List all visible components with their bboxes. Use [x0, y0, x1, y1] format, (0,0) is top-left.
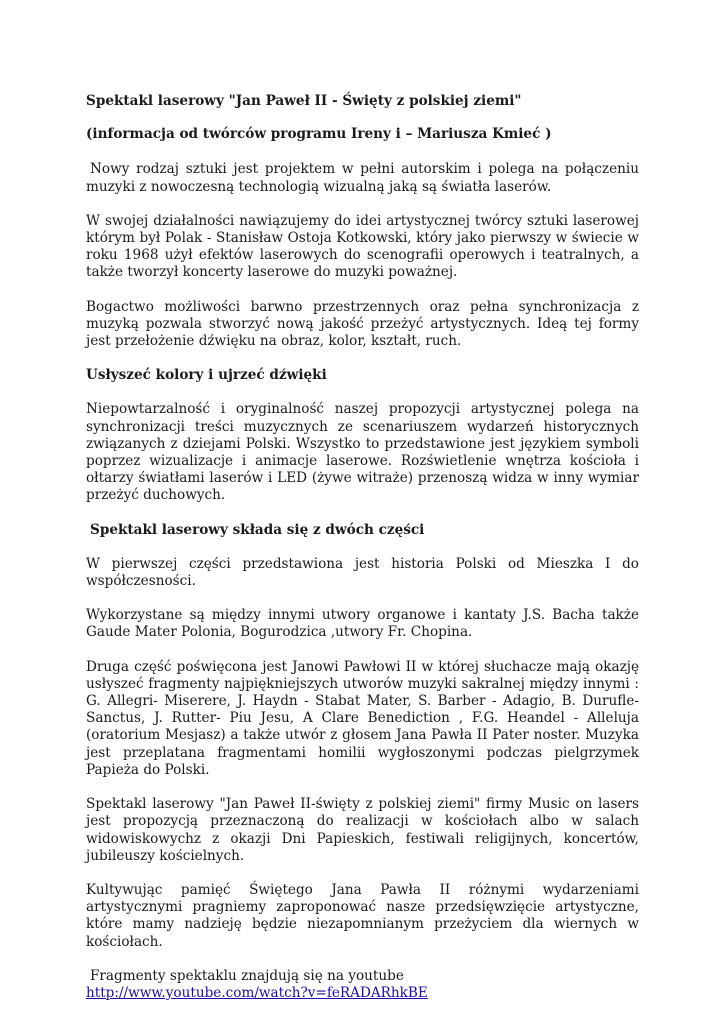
paragraph-offer: Spektakl laserowy "Jan Paweł II-święty z polskiej ziemi" firmy Music on lasers jest propozycją przeznaczoną do realizacji w kościołach albo w salach widowiskowychz z okazji Dni Papieskich, festiwali religijnych, koncertów, jubileuszy kościelnych.	[86, 796, 639, 864]
paragraph-history: W swojej działalności nawiązujemy do idei artystycznej twórcy sztuki laserowej którym był Polak - Stanisław Ostoja Kotkowski, który jako pierwszy w świecie w roku 1968 użył efektów laserowych do scenografii operowych i teatralnych, a także tworzył koncerty laserowe do muzyki poważnej.	[86, 212, 639, 281]
fragments-text: Fragmenty spektaklu znajdują się na youtube	[90, 967, 404, 984]
youtube-link[interactable]: http://www.youtube.com/watch?v=feRADARhkBE	[86, 984, 428, 1001]
paragraph-synchronization: Bogactwo możliwości barwno przestrzennych oraz pełna synchronizacja z muzyką pozwala stworzyć nową jakość przeżyć artystycznych. Ideą tej formy jest przełożenie dźwięku na obraz, kolor, kształt, ruch.	[86, 298, 639, 350]
paragraph-works: Wykorzystane są między innymi utwory organowe i kantaty J.S. Bacha także Gaude Mater Polonia, Bogurodzica ,utwory Fr. Chopina.	[86, 607, 639, 641]
document-subtitle: (informacja od twórców programu Ireny i – Mariusza Kmieć )	[86, 126, 552, 143]
paragraph-colors: Niepowtarzalność i oryginalność naszej propozycji artystycznej polega na synchronizacji treści muzycznych ze scenariuszem wydarzeń historycznych związanych z dziejami Polski. Wszystko to przedstawione jest językiem symboli poprzez wizualizacje i animacje laserowe. Rozświetlenie wnętrza kościoła i ołtarzy światłami laserów i LED (żywe witraże) przenoszą widza w inny wymiar przeżyć duchowych.	[86, 401, 639, 504]
paragraph-part-one: W pierwszej części przedstawiona jest historia Polski od Mieszka I do współczesności.	[86, 555, 639, 590]
document-title: Spektakl laserowy "Jan Paweł II - Święty z polskiej ziemi"	[86, 93, 522, 109]
paragraph-commemoration: Kultywując pamięć Świętego Jana Pawła II różnymi wydarzeniami artystycznymi pragniemy zaproponować nasze przedsięwzięcie artystyczne, które mamy nadzieję będzie niezapomnianym przeżyciem dla wiernych w kościołach.	[86, 881, 639, 950]
section-heading-parts: Spektakl laserowy składa się z dwóch części	[90, 521, 425, 538]
paragraph-part-two: Druga część poświęcona jest Janowi Pawłowi II w której słuchacze mają okazję usłyszeć fragmenty najpiękniejszych utworów muzyki sakralnej między innymi : G. Allegri- Miserere, J. Haydn - Stabat Mater, S. Barber - Adagio, B. Durufle- Sanctus, J. Rutter- Piu Jesu, A Clare Benediction , F.G. Heandel - Alleluja (oratorium Mesjasz) a także utwór z głosem Jana Pawła II Pater noster. Muzyka jest przeplatana fragmentami homilii wygłoszonymi podczas pielgrzymek Papieża do Polski.	[86, 658, 639, 778]
section-heading-colors: Usłyszeć kolory i ujrzeć dźwięki	[86, 367, 327, 384]
paragraph-intro: Nowy rodzaj sztuki jest projektem w pełni autorskim i polega na połączeniu muzyki z nowoczesną technologią wizualną jaką są światła laserów.	[86, 161, 639, 195]
